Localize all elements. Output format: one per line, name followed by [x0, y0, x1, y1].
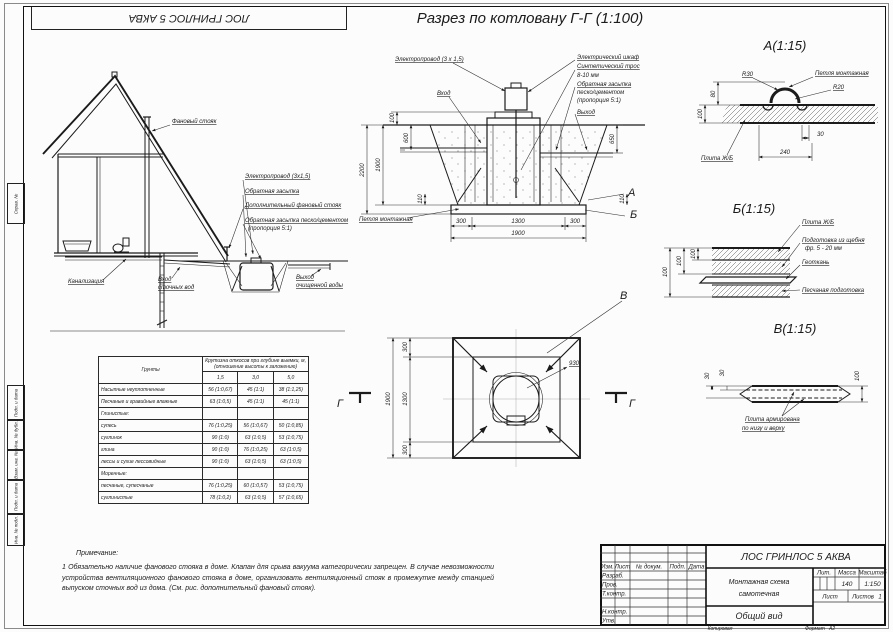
table-row — [99, 468, 309, 480]
table-cell: 56 (1:0,67) — [238, 420, 273, 432]
table-row — [99, 480, 309, 492]
plan-markers — [337, 290, 636, 410]
backfill-cement-label: Обратная засыпка песко/цементом — [245, 218, 349, 224]
table-cell: лессы и сухие лессовидные — [99, 456, 203, 468]
table-cell — [273, 468, 308, 480]
margin-label: Инв. № подл. — [13, 515, 19, 544]
row-razrab: Разраб. — [602, 573, 624, 580]
slab-with-loop — [721, 89, 878, 123]
slab-label: Плита Ж/Б — [802, 220, 835, 226]
table-cell: 57 (1:0,65) — [273, 492, 308, 504]
margin-label: Подп. и дата — [13, 388, 19, 418]
section-marker-a: А — [628, 187, 636, 199]
table-cell: суглинистые — [99, 492, 203, 504]
table-row — [99, 396, 309, 408]
wire-label: Электропровод (3х1,5) — [245, 174, 311, 180]
house-structure — [43, 72, 228, 262]
row-tkontr: Т.контр. — [602, 591, 627, 598]
sheets-value: 1 — [878, 594, 882, 601]
dim-label: 1300 — [403, 392, 409, 406]
outlet-label2: очищенной воды — [296, 283, 343, 289]
inlet-label2: сточных вод — [158, 285, 195, 291]
backfill-label: Обратная засыпка — [577, 82, 632, 88]
detail-v-leaders — [782, 392, 804, 416]
bathtub — [63, 241, 91, 251]
table-cell: Моренные: — [99, 468, 203, 480]
table-cell: 45 (1:1) — [273, 396, 308, 408]
section-marker-b: Б — [630, 209, 638, 221]
dim-label: 30 — [817, 132, 824, 138]
table-row — [99, 384, 309, 396]
table-cell: песчаные, супесчаные — [99, 480, 203, 492]
dim-label: 100 — [698, 108, 704, 120]
col-doc: № докум. — [635, 564, 663, 571]
table-row — [99, 432, 309, 444]
backfill-label2: песко/цементом — [577, 90, 625, 96]
diameter-label: 930 — [569, 361, 580, 367]
table-cell: 60 (1:0,57) — [238, 480, 273, 492]
detail-marker-v: В — [620, 290, 628, 302]
dim-label: 1900 — [511, 231, 525, 237]
dim-label: 100 — [663, 266, 669, 278]
sewer-label: Канализация — [68, 279, 105, 285]
table-cell: 50 (1:0,85) — [273, 420, 308, 432]
row-utv: Утв. — [602, 618, 616, 625]
plan-pit — [453, 338, 580, 458]
table-row — [99, 444, 309, 456]
dim-label: 1900 — [376, 158, 382, 172]
table-header-line2: (отношение высоты к заложению) — [214, 364, 298, 370]
gravel-label: Подготовка из щебня — [802, 238, 865, 244]
margin-label: Справ. № — [13, 193, 19, 214]
dim-label: 1900 — [386, 392, 392, 406]
dim-label: 100 — [855, 370, 861, 382]
dim-label: 300 — [403, 444, 409, 456]
col-list: Лист — [614, 564, 631, 571]
section-marker-g-right: Г — [629, 398, 635, 410]
table-cell: 45 (1:1) — [238, 384, 273, 396]
table-cell: глина — [99, 444, 203, 456]
doc-name-line2: самотечная — [738, 591, 780, 598]
col-podp: Подп. — [669, 564, 686, 571]
detail-a-drawing — [685, 35, 885, 180]
sheets-label: Листов — [852, 594, 874, 601]
margin-box-podp2 — [7, 479, 25, 515]
pit-section-drawing — [345, 50, 675, 300]
format-label — [805, 626, 885, 632]
table-cell: 90 (1:0) — [203, 456, 238, 468]
margin-box-inv-dubl — [7, 419, 25, 451]
margin-box-inv-podl — [7, 513, 25, 546]
dim-label: 110 — [620, 194, 626, 204]
margin-box-sprav — [7, 183, 25, 224]
plan-dimensions — [386, 338, 580, 458]
loop-label: Петля монтажная — [815, 71, 869, 77]
detail-title: Б(1:15) — [732, 201, 776, 216]
section-marker-g-left: Г — [337, 398, 343, 410]
detail-title: В(1:15) — [773, 321, 817, 336]
dim-label: 100 — [677, 255, 683, 267]
backfill-label: Обратная засыпка — [245, 189, 300, 195]
table-cell: суглинок — [99, 432, 203, 444]
table-depth: 5,0 — [273, 372, 308, 384]
mass-value: 140 — [841, 581, 853, 588]
lit-label: Лит. — [816, 570, 832, 577]
table-cell: 76 (1:0,25) — [203, 480, 238, 492]
dim-label: 650 — [610, 133, 616, 145]
plan-view-drawing — [335, 285, 670, 520]
dim-label: 2200 — [360, 163, 366, 177]
table-cell: 38 (1:1,25) — [273, 384, 308, 396]
note-text: 1 Обязательно наличие фанового стояка в доме. Клапан для срыва вакуума категорически запрещен. В случае невозможности устройства вентиляционного фанового стояка в доме, организовать вентиляционный стояк в промежутке между станцией выпуском сточных вод из дома. (См. рис. дополнительный фановый стояк). — [62, 564, 494, 592]
copied-label: Копировал — [707, 626, 733, 632]
table-cell: 63 (1:0,5) — [238, 432, 273, 444]
doc-name-line1: Монтажная схема — [728, 579, 790, 586]
outlet-label: Выход — [296, 275, 315, 281]
table-row — [99, 408, 309, 420]
backfill-cement-label2: (пропорция 5:1) — [248, 226, 292, 232]
table-cell: Глинистые: — [99, 408, 203, 420]
table-cell: 56 (1:0,67) — [203, 384, 238, 396]
col-data: Дата — [688, 564, 705, 571]
margin-box-podp1 — [7, 385, 25, 421]
drawing-title: Разрез по котловану Г-Г (1:100) — [416, 10, 644, 27]
table-cell: 53 (1:0,75) — [273, 432, 308, 444]
radius-label: R30 — [742, 72, 754, 78]
table-cell — [203, 408, 238, 420]
dim-label: 100 — [691, 248, 697, 260]
geotextile-label: Геоткань — [802, 260, 830, 266]
detail-b-drawing — [650, 198, 884, 313]
table-cell: Насыпные неуплотненные — [99, 384, 203, 396]
table-cell: 53 (1:0,75) — [273, 480, 308, 492]
wire-label: Электропровод (3 х 1,5) — [395, 57, 464, 63]
dim-label: 110 — [418, 194, 424, 204]
format-value: А2 — [829, 626, 836, 632]
dim-label: 600 — [404, 132, 410, 144]
table-cell: 63 (1:0,5) — [203, 396, 238, 408]
rope-label: Синтетический трос — [577, 64, 640, 70]
top-edge-stamp — [31, 7, 347, 30]
margin-box-vzam — [7, 449, 25, 481]
dim-label: 80 — [711, 90, 717, 98]
table-row — [99, 420, 309, 432]
detail-title: А(1:15) — [763, 38, 807, 53]
table-row — [99, 492, 309, 504]
scale-value: 1:150 — [864, 581, 881, 588]
house-section-drawing — [30, 70, 350, 335]
table-cell: супесь — [99, 420, 203, 432]
mass-label: Масса — [838, 570, 856, 577]
detail-v-drawing — [690, 318, 886, 443]
reinforcement-label2: по низу и верху — [742, 426, 785, 432]
margin-label: Подп. и дата — [13, 482, 19, 512]
table-row — [99, 456, 309, 468]
backfill-label3: (пропорция 5:1) — [577, 98, 621, 104]
view-name: Общий вид — [735, 611, 783, 621]
dim-label: 240 — [779, 150, 791, 156]
table-cell — [238, 408, 273, 420]
table-header-line1: Крутизна откосов при глубине выемки, м, — [205, 358, 306, 364]
scale-label: Масштаб — [858, 570, 887, 577]
pit-excavation — [430, 125, 607, 214]
dim-label: 100 — [390, 112, 396, 124]
margin-label: Взам. инв. № — [13, 451, 19, 479]
table-header-soils: Грунты — [99, 357, 203, 384]
table-cell: 45 (1:1) — [238, 396, 273, 408]
inlet-label: Вход — [437, 91, 451, 97]
table-cell: 90 (1:0) — [203, 432, 238, 444]
dim-label: 30 — [720, 369, 726, 377]
row-nkontr: Н.контр. — [602, 609, 628, 616]
table-depth: 3,0 — [238, 372, 273, 384]
fan-stack-label: Фановый стояк — [172, 119, 217, 125]
table-cell — [273, 408, 308, 420]
table-header-main — [203, 357, 309, 372]
dim-label: 300 — [569, 219, 581, 225]
gravel-label2: фр. 5 - 20 мм — [805, 246, 842, 252]
layer-stack — [700, 248, 796, 297]
note-title: Примечание: — [76, 550, 119, 557]
reinforced-slab — [740, 386, 850, 402]
table-cell: 76 (1:0,25) — [203, 420, 238, 432]
table-cell — [203, 468, 238, 480]
table-cell: 63 (1:0,5) — [273, 444, 308, 456]
row-prov: Пров. — [602, 582, 618, 589]
sand-label: Песчаная подготовка — [802, 288, 865, 294]
table-cell: 78 (1:0,2) — [203, 492, 238, 504]
col-izm: Изм. — [601, 564, 614, 571]
table-cell: 63 (1:0,5) — [238, 456, 273, 468]
project-name: ЛОС ГРИНЛОС 5 АКВА — [741, 552, 851, 563]
dim-label: 300 — [455, 219, 467, 225]
inlet-label: Вход — [158, 277, 172, 283]
toilet — [113, 238, 129, 252]
margin-label: Инв. № дубл. — [13, 421, 19, 449]
top-stamp-text: ЛОС ГРИНЛОС 5 АКВА — [128, 12, 250, 24]
detail-b-dims — [663, 248, 712, 297]
outlet-label: Выход — [577, 110, 596, 116]
dim-label: 1300 — [511, 219, 525, 225]
format-word: Формат — [805, 626, 825, 632]
rope-size-label: 8-10 мм — [577, 73, 599, 79]
extra-stack-label: Дополнительный фановый стояк — [245, 203, 342, 209]
soil-slope-table — [98, 356, 309, 504]
note-block — [62, 550, 494, 595]
loop-label: Петля монтажная — [359, 217, 413, 223]
table-depth: 1,5 — [203, 372, 238, 384]
table-cell: Песчаные и гравийные влажные — [99, 396, 203, 408]
table-cell — [238, 468, 273, 480]
dim-label: 300 — [403, 341, 409, 353]
table-cell: 76 (1:0,25) — [238, 444, 273, 456]
table-cell: 63 (1:0,5) — [238, 492, 273, 504]
reinforcement-label: Плита армирована — [745, 417, 800, 423]
table-cell: 63 (1:0,5) — [273, 456, 308, 468]
title-block — [600, 544, 886, 626]
table-cell: 90 (1:0) — [203, 444, 238, 456]
dim-label: 30 — [705, 372, 711, 380]
cabinet-label: Электрический шкаф — [577, 55, 640, 61]
slab-label: Плита Ж/Б — [701, 156, 734, 162]
sheet-label: Лист — [822, 594, 838, 601]
radius-label: R20 — [833, 85, 845, 91]
